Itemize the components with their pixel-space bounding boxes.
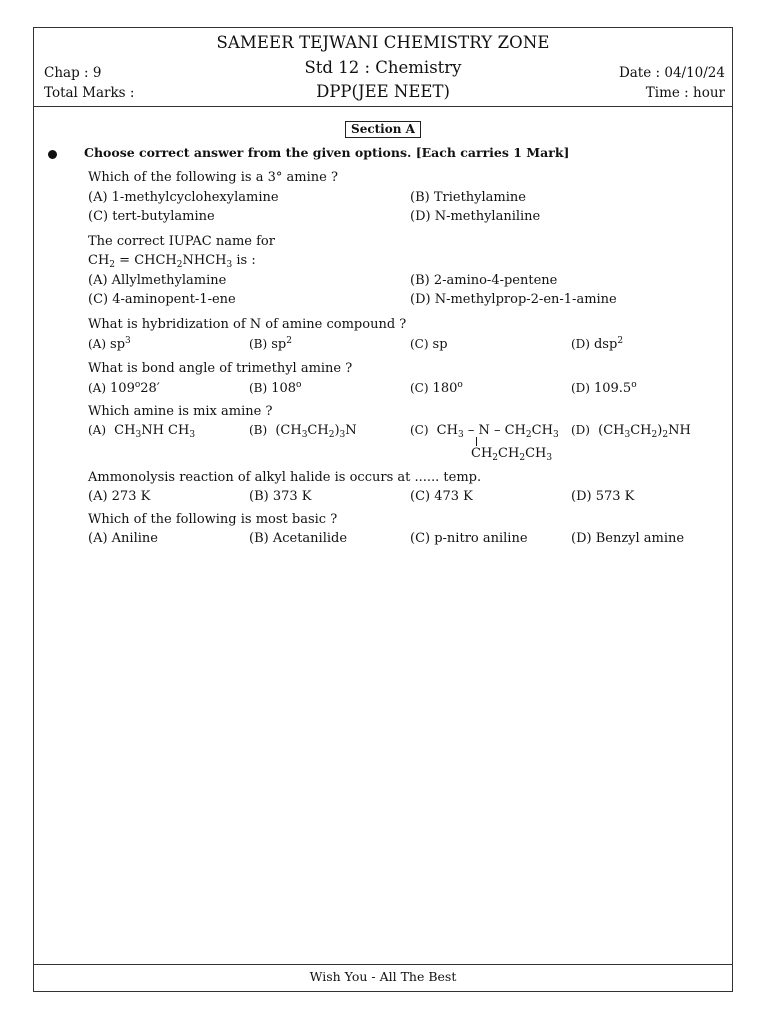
option-b: (B) 373 K <box>249 489 312 504</box>
section-heading <box>33 118 733 138</box>
question-text: The correct IUPAC name for <box>88 234 275 249</box>
option-a: (A) Allylmethylamine <box>88 273 227 288</box>
question-formula: $CH_2$ = $CHCH_2NHCH_3$ is : <box>88 253 256 270</box>
option-a: (A) 109$^o$28′ <box>88 380 160 396</box>
option-b: (B) Acetanilide <box>249 531 348 546</box>
footer-divider <box>33 964 733 965</box>
question-text: Ammonolysis reaction of alkyl halide is occurs at ...... temp. <box>88 470 482 485</box>
question-text: What is hybridization of N of amine compound ? <box>88 317 407 332</box>
section-instruction: Choose correct answer from the given options. [Each carries 1 Mark] <box>84 145 570 160</box>
option-d: (D) Benzyl amine <box>571 531 685 546</box>
option-c: (C) p-nitro aniline <box>410 531 528 546</box>
bullet-icon <box>48 150 57 159</box>
bond-line <box>476 437 477 446</box>
question-text: Which of the following is most basic ? <box>88 512 338 527</box>
option-a: (A) 1-methylcyclohexylamine <box>88 190 279 205</box>
option-d: (D) N-methylprop-2-en-1-amine <box>410 292 617 307</box>
option-d: (D) $(CH_3CH_2)_2NH$ <box>571 423 691 440</box>
option-c: (C) 473 K <box>410 489 473 504</box>
question-text: Which amine is mix amine ? <box>88 404 273 419</box>
question-text: What is bond angle of trimethyl amine ? <box>88 361 353 376</box>
institute-name: SAMEER TEJWANI CHEMISTRY ZONE <box>216 33 550 52</box>
option-a: (A) 273 K <box>88 489 151 504</box>
option-d: (D) 573 K <box>571 489 635 504</box>
section-label: Section A <box>345 121 421 138</box>
time-label: Time : hour <box>645 85 725 101</box>
option-a: (A) Aniline <box>88 531 158 546</box>
option-b: (B) Triethylamine <box>410 190 526 205</box>
option-b: (B) $sp^2$ <box>249 336 292 352</box>
option-d: (D) dsp$^2$ <box>571 336 624 352</box>
option-c-branch: $CH_2CH_2CH_3$ <box>471 446 553 463</box>
chapter-label: Chap : 9 <box>44 65 102 81</box>
option-c: (C) 4-aminopent-1-ene <box>88 292 236 307</box>
header-divider <box>33 106 733 107</box>
option-c: (C) sp <box>410 337 448 352</box>
option-b: (B) 108$^o$ <box>249 380 302 396</box>
date-label: Date : 04/10/24 <box>618 65 725 81</box>
option-d: (D) N-methylaniline <box>410 209 541 224</box>
question-text: Which of the following is a 3° amine ? <box>88 170 338 185</box>
option-a: (A) $sp^3$ <box>88 336 131 352</box>
option-b: (B) 2-amino-4-pentene <box>410 273 558 288</box>
footer-text: Wish You - All The Best <box>309 969 457 984</box>
paper-type: DPP(JEE NEET) <box>316 82 450 101</box>
option-c: (C) tert-butylamine <box>88 209 215 224</box>
option-b: (B) $(CH_3CH_2)_3N$ <box>249 423 357 440</box>
option-d: (D) 109.5$^o$ <box>571 380 637 396</box>
option-c: (C) $CH_3$ – N – $CH_2CH_3$ <box>410 423 559 440</box>
option-c: (C) 180$^o$ <box>410 380 463 396</box>
standard-label: Std 12 : Chemistry <box>304 58 462 77</box>
option-a: (A) $CH_3NH$ $CH_3$ <box>88 423 196 440</box>
total-marks-label: Total Marks : <box>44 85 135 101</box>
